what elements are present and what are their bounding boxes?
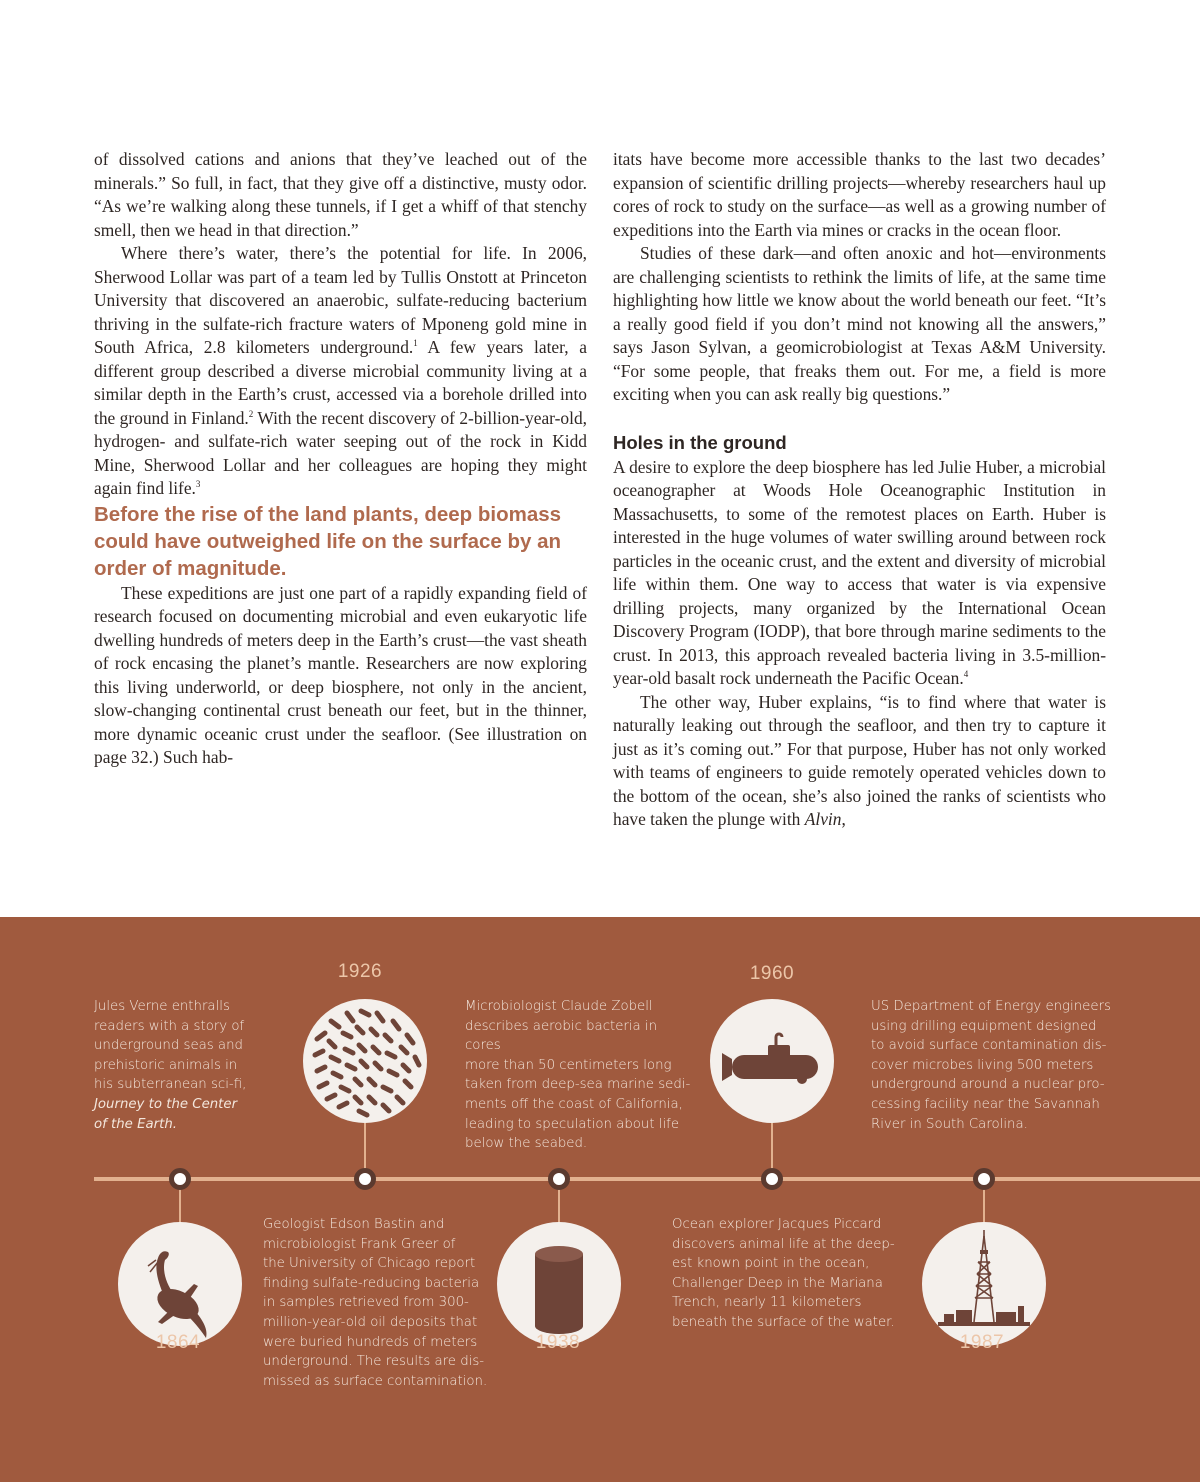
drilling-rig-circle <box>922 1222 1046 1346</box>
text-line: Geologist Edson Bastin and <box>263 1217 445 1232</box>
paragraph-text: The other way, Huber explains, “is to find where that water is naturally leaking out through the seafloor, and then try to capture it just as it’s coming out.” For that purpose, Huber has not only worked with teams of engineers to guide remotely operated vehicles down to the bottom of the ocean, she’s also joined the ranks of scientists who have taken the plunge with <box>613 691 1106 829</box>
book-title: of the Earth. <box>94 1116 177 1132</box>
text-line: more than 50 centimeters long <box>465 1057 672 1073</box>
text-line: Challenger Deep in the Mariana <box>672 1275 883 1291</box>
text-line: describes aerobic bacteria in cores <box>465 1018 658 1054</box>
year-label: 1960 <box>749 963 795 984</box>
text-line: underground seas and <box>94 1038 243 1054</box>
timeline-node-1864[interactable] <box>169 1168 191 1190</box>
paragraph-text: With the recent discovery of 2-billion-year-old, hydrogen- and sulfate-rich water seeping out of the rock in Kidd Mine, Sherwood Lollar and her colleagues are hoping they might again find life. <box>94 407 587 498</box>
plesiosaur-icon <box>118 1222 242 1346</box>
footnote-ref[interactable]: 3 <box>195 479 201 490</box>
drilling-rig-icon <box>922 1222 1046 1346</box>
section-heading: Holes in the ground <box>613 431 787 453</box>
event-description <box>94 997 274 1134</box>
plesiosaur-circle <box>118 1222 242 1346</box>
text-line: microbiologist Frank Greer of <box>263 1236 456 1252</box>
pull-quote: Before the rise of the land plants, deep biomass could have outweighed life on the surface by an order of magnitude. <box>94 502 562 580</box>
left-column <box>94 148 587 770</box>
bathyscaphe-circle <box>710 999 834 1123</box>
text-line: taken from deep-sea marine sedi- <box>465 1077 691 1093</box>
text-line: using drilling equipment designed <box>871 1018 1097 1034</box>
text-line: to avoid surface contamination dis- <box>871 1038 1107 1054</box>
text-line: missed as surface contamination. <box>263 1373 488 1389</box>
text-line: cessing facility near the Savannah <box>871 1096 1100 1112</box>
book-title: Journey to the Center <box>94 1096 238 1112</box>
body-paragraph: of dissolved cations and anions that they’ve leached out of the minerals.” So full, in fact, that they give off a distinctive, musty odor. “As we’re walking along these tunnels, if I get a whiff of that stenchy smell, then we head in that direction.” <box>94 149 587 240</box>
text-line: his subterranean sci-fi, <box>94 1077 247 1093</box>
body-paragraph <box>613 456 1106 691</box>
year-label: 1864 <box>155 1332 201 1353</box>
text-line: Microbiologist Claude Zobell <box>465 999 653 1014</box>
body-paragraph: These expeditions are just one part of a rapidly expanding field of research focused on documenting microbial and even eukaryotic life dwelling hundreds of meters deep in the Earth’s crust—the vast sheath of rock encasing the planet’s mantle. Researchers are now exploring this living underworld, or deep biosphere, not only in the ancient, slow-changing continental crust beneath our feet, but in the thinner, more dynamic oceanic crust under the seafloor. (See illustration on page 32.) Such hab- <box>94 582 587 767</box>
text-line: cover microbes living 500 meters <box>871 1057 1094 1073</box>
timeline-node-1926[interactable] <box>354 1168 376 1190</box>
year-label: 1938 <box>535 1332 581 1353</box>
body-paragraph <box>613 691 1106 832</box>
year-label: 1987 <box>959 1332 1005 1353</box>
text-line: readers with a story of <box>94 1018 245 1034</box>
timeline-node-1938[interactable] <box>548 1168 570 1190</box>
year-label: 1926 <box>337 961 383 982</box>
event-description <box>263 1215 488 1391</box>
timeline-node-1987[interactable] <box>973 1168 995 1190</box>
rock-core-circle <box>497 1222 621 1346</box>
footnote-ref[interactable]: 2 <box>248 408 254 419</box>
text-line: leading to speculation about life <box>465 1116 680 1132</box>
paragraph-text: A few years later, a different group described a diverse microbial community living at a similar depth in the Earth’s crust, accessed via a borehole drilled into the ground in Finland. <box>94 337 587 428</box>
vessel-name: Alvin <box>804 809 842 829</box>
footnote-ref[interactable]: 4 <box>963 669 969 680</box>
text-line: US Department of Energy engineers <box>871 999 1111 1014</box>
event-description <box>465 997 695 1154</box>
text-line: underground around a nuclear pro- <box>871 1077 1105 1093</box>
text-line: finding sulfate-reducing bacteria <box>263 1275 480 1291</box>
text-line: ments off the coast of California, <box>465 1096 683 1112</box>
text-line: River in South Carolina. <box>871 1116 1028 1132</box>
paragraph-text: A desire to explore the deep biosphere has led Julie Huber, a microbial oceanographer at Woods Hole Oceanographic Institution in Massachusetts, to some of the remotest places on Earth. Huber is interested in the huge volumes of water swilling around between rock particles in the oceanic crust, and the extent and diversity of microbial life within them. One way to access that water is via expensive drilling projects, many organized by the International Ocean Discovery Program (IODP), that bore through marine sediments to the crust. In 2013, this approach revealed bacteria living in 3.5-million-year-old basalt rock underneath the Pacific Ocean. <box>613 456 1106 688</box>
text-line: beneath the surface of the water. <box>672 1314 895 1330</box>
paragraph-text: Where there’s water, there’s the potential for life. In 2006, Sherwood Lollar was part of a team led by Tullis Onstott at Princeton University that discovered an anaerobic, sulfate-reducing bacterium thriving in the sulfate-rich fracture waters of Mponeng gold mine in South Africa, 2.8 kilometers underground. <box>94 243 587 357</box>
body-paragraph <box>94 242 587 501</box>
body-paragraph: itats have become more accessible thanks to the last two decades’ expansion of scientific drilling projects—whereby researchers haul up cores of rock to study on the surface—as well as a growing number of expeditions into the Earth via mines or cracks in the ocean floor. <box>613 149 1106 240</box>
text-line: discovers animal life at the deep- <box>672 1236 895 1252</box>
right-column <box>613 148 1106 832</box>
event-description <box>672 1215 897 1333</box>
text-line: the University of Chicago report <box>263 1256 476 1272</box>
text-line: in samples retrieved from 300- <box>263 1295 469 1311</box>
text-line: Jules Verne enthralls <box>94 999 230 1014</box>
timeline-band <box>0 917 1200 1482</box>
text-line: est known point in the ocean, <box>672 1256 870 1272</box>
text-line: prehistoric animals in <box>94 1057 238 1073</box>
text-line: were buried hundreds of meters <box>263 1334 478 1350</box>
body-paragraph: Studies of these dark—and often anoxic and hot—environments are challenging scientists to rethink the limits of life, at the same time highlighting how little we know about the world beneath our feet. “It’s a really good field if you don’t mind not knowing all the answers,” says Jason Sylvan, a geomicrobiologist at Texas A&M University. “For some people, that freaks them out. For me, a field is more exciting when you can ask really big questions.” <box>613 243 1106 404</box>
timeline-line <box>94 1177 1200 1181</box>
event-description <box>871 997 1116 1134</box>
bacteria-circle <box>303 999 427 1123</box>
footnote-ref[interactable]: 1 <box>413 338 418 349</box>
paragraph-text: , <box>841 809 846 829</box>
rock-core-icon <box>497 1222 621 1346</box>
text-line: below the seabed. <box>465 1136 588 1152</box>
bathyscaphe-icon <box>710 999 834 1123</box>
text-line: million-year-old oil deposits that <box>263 1314 478 1330</box>
text-line: Trench, nearly 11 kilometers <box>672 1295 862 1311</box>
text-line: Ocean explorer Jacques Piccard <box>672 1217 882 1232</box>
text-line: underground. The results are dis- <box>263 1354 485 1370</box>
timeline-node-1960[interactable] <box>761 1168 783 1190</box>
bacteria-icon <box>303 999 427 1123</box>
